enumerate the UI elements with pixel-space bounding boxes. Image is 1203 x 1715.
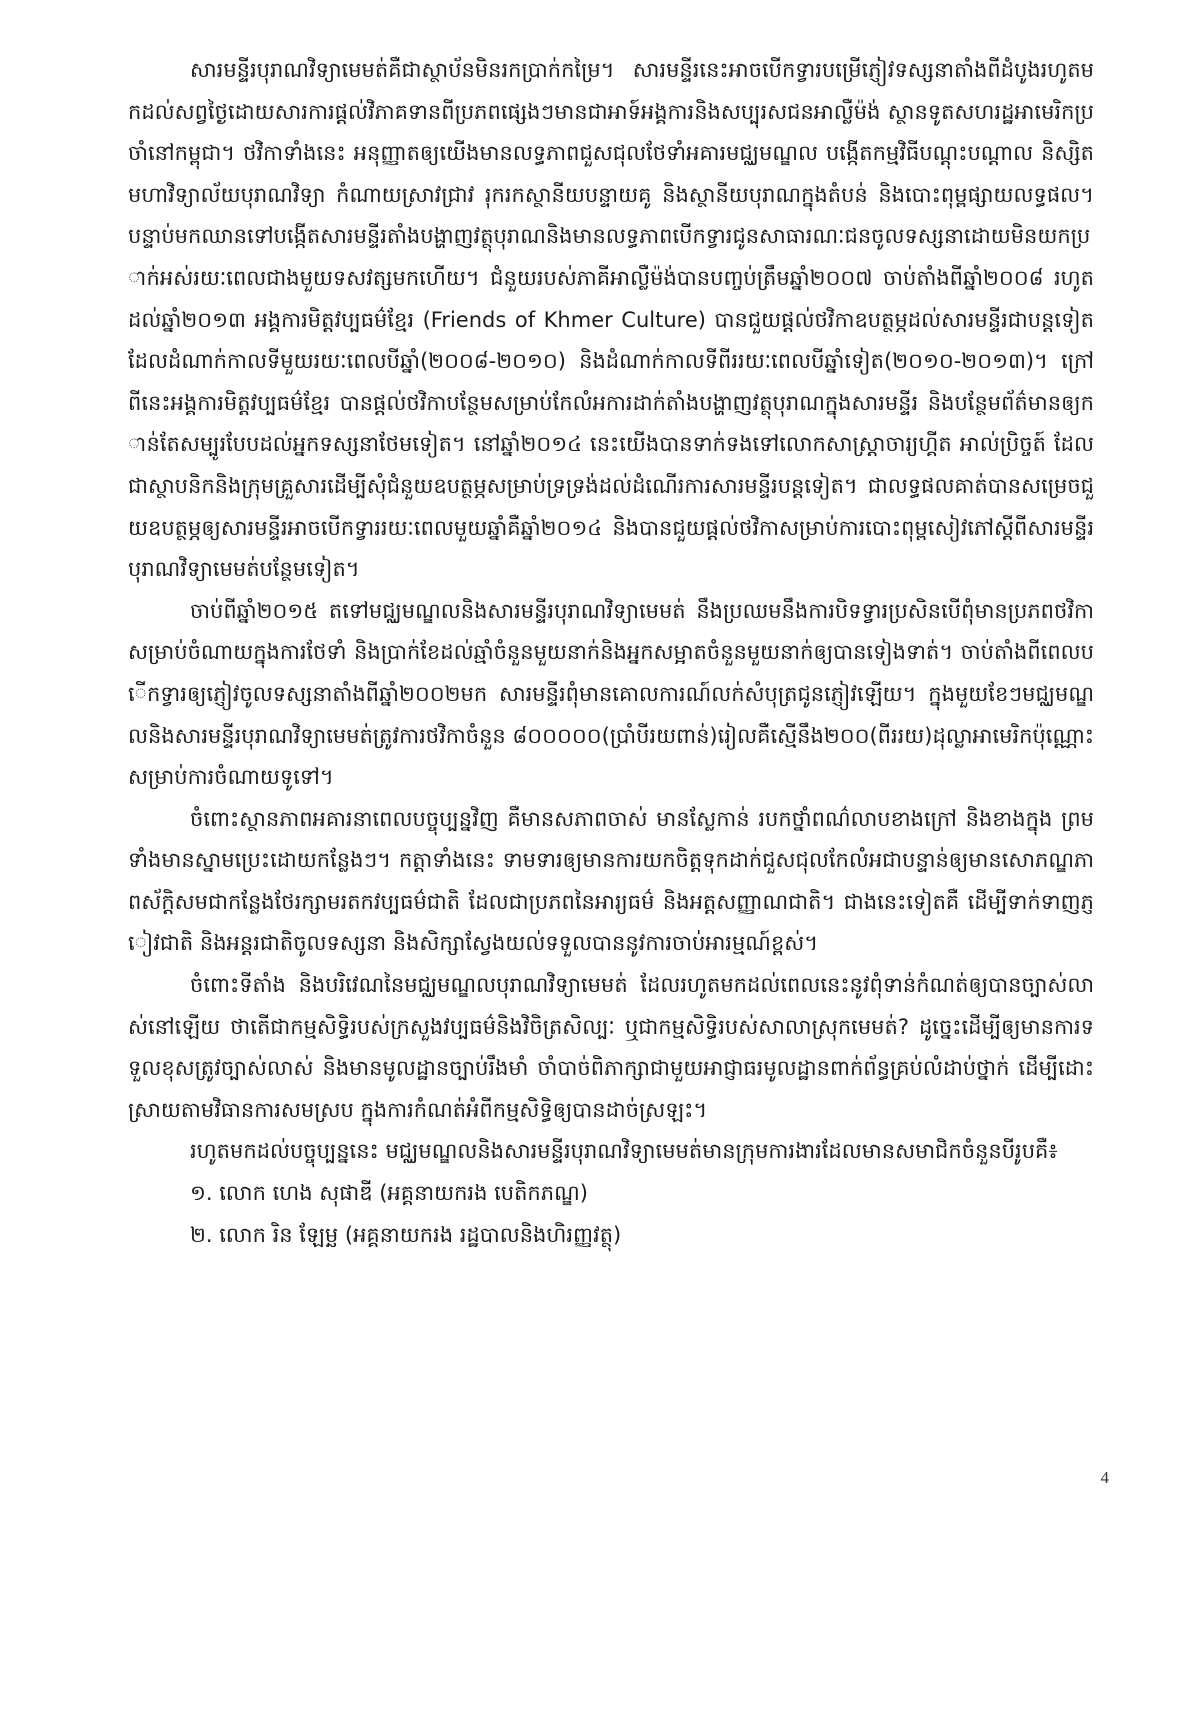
paragraph-building-condition: ចំពោះស្ថានភាពអគារនាពេលបច្ចុប្បន្នវិញ គឺមានសភាពចាស់ មានស្លែកាន់ របកថ្នាំពណ៌លាបខាងក្រៅ និងខាងក្នុង ព្រមទាំងមានស្នាមប្រេះដោយកន្លែងៗ។ កត្តាទាំងនេះ ទាមទារឲ្យមានការយកចិត្តទុកដាក់ជួសជុលកែលំអជាបន្ទាន់ឲ្យមានសោភណ្ឌភាពស័ក្តិសមជាកន្លែងថែរក្សាមរតកវប្បធម៌ជាតិ ដែលជាប្រភពនៃអារ្យធម៌ និងអត្តសញ្ញាណជាតិ។ ជាងនេះទៀតគឺ ដើម្បីទាក់ទាញភ្ញៀវជាតិ និងអន្តរជាតិចូលទស្សនា និងសិក្សាស្វែងយល់ទទួលបាននូវការចាប់អារម្មណ៍ខ្ពស់។: [128, 806, 1094, 956]
paragraph-land-ownership: ចំពោះទីតាំង និងបរិវេណនៃមជ្ឈមណ្ឌលបុរាណវិទ្យាមេមត់ ដែលរហូតមកដល់ពេលនេះនូវពុំទាន់កំណត់ឲ្យបានច្បាស់លាស់នៅឡើយ ថាតើជាកម្មសិទ្ធិរបស់ក្រសួងវប្បធម៌និងវិចិត្រសិល្បៈ ឬជាកម្មសិទ្ធិរបស់សាលាស្រុកមេមត់? ដូច្នេះដើម្បីឲ្យមានការទទួលខុសត្រូវច្បាស់លាស់ និងមានមូលដ្ឋានច្បាប់រឹងមាំ ចាំបាច់ពិភាក្សាជាមួយអាជ្ញាធរមូលដ្ឋានពាក់ព័ន្ធគ្រប់លំដាប់ថ្នាក់ ដើម្បីដោះស្រាយតាមវិធានការសមស្រប ក្នុងការកំណត់អំពីកម្មសិទ្ធិឲ្យបានដាច់ស្រឡះ។: [128, 973, 1094, 1122]
staff-list-item: ១. លោក ហេង សុផាឌី (អគ្គនាយករង បេតិកភណ្ឌ): [190, 1181, 588, 1206]
page-number: 4: [1100, 1468, 1109, 1487]
staff-list-item: ២. លោក រិន ឡែម្ឆ (អគ្គនាយករង រដ្ឋបាលនិងហិរញ្ញវត្ថុ): [190, 1222, 622, 1247]
document-body: [128, 50, 1094, 1256]
paragraph-closure-risk: ចាប់ពីឆ្នាំ២០១៥ តទៅមជ្ឈមណ្ឌលនិងសារមន្ទីរបុរាណវិទ្យាមេមត់ នឹងប្រឈមនឹងការបិទទ្វារប្រសិនបើពុំមានប្រភពថវិកាសម្រាប់ចំណាយក្នុងការថែទាំ និងប្រាក់ខែដល់ឆ្មាំចំនួនមួយនាក់និងអ្នកសម្អាតចំនួនមួយនាក់ឲ្យបានទៀងទាត់។ ចាប់តាំងពីពេលបើកទ្វារឲ្យភ្ញៀវចូលទស្សនាតាំងពីឆ្នាំ២០០២មក សារមន្ទីរពុំមានគោលការណ៍លក់សំបុត្រជូនភ្ញៀវឡើយ។ ក្នុងមួយខែៗមជ្ឈមណ្ឌលនិងសារមន្ទីរបុរាណវិទ្យាមេមត់ត្រូវការថវិកាចំនួន ៨០០០០០(ប្រាំបីរយពាន់)រៀលគឺស្មើនឹង២០០(ពីររយ)ដុល្លាអាមេរិកប៉ុណ្ណោះសម្រាប់ការចំណាយទូទៅ។: [128, 598, 1094, 790]
paragraph-team-intro: រហូតមកដល់បច្ចុប្បន្ននេះ មជ្ឈមណ្ឌលនិងសារមន្ទីរបុរាណវិទ្យាមេមត់មានក្រុមការងារដែលមានសមាជិកចំនួនបីរូបគឺ៖: [190, 1139, 1058, 1164]
staff-list: [128, 1173, 1094, 1256]
paragraph-funding-history: សារមន្ទីរបុរាណវិទ្យាមេមត់គឺជាស្ថាប័នមិនរកប្រាក់កម្រៃ។ សារមន្ទីរនេះអាចបើកទ្វារបម្រើភ្ញៀវទស្សនាតាំងពីដំបូងរហូតមកដល់សព្វថ្ងៃដោយសារការផ្តល់វិភាគទានពីប្រភពផ្សេងៗមានជាអាទ៍អង្គការនិងសប្បុរសជនអាល្លឺម៉ង់ ស្ថានទូតសហរដ្ឋអាមេរិកប្រចាំនៅកម្ពុជា។ ថវិកាទាំងនេះ អនុញ្ញាតឲ្យយើងមានលទ្ធភាពជួសជុលថែទាំអគារមជ្ឈមណ្ឌល បង្កើតកម្មវិធីបណ្តុះបណ្តាល និស្សិតមហាវិទ្យាល័យបុរាណវិទ្យា កំណាយស្រាវជ្រាវ រុករកស្ថានីយបន្ទាយគូ និងស្ថានីយបុរាណក្នុងតំបន់ និងបោះពុម្ពផ្សាយលទ្ធផល។ បន្ទាប់មកឈានទៅបង្កើតសារមន្ទីរតាំងបង្ហាញវត្ថុបុរាណនិងមានលទ្ធភាពបើកទ្វារជូនសាធារណៈជនចូលទស្សនាដោយមិនយកប្រាក់អស់រយៈពេលជាងមួយទសវត្សមកហើយ។ ជំនួយរបស់ភាគីអាល្លឺម៉ង់បានបញ្ចប់ត្រឹមឆ្នាំ២០០៧ ចាប់តាំងពីឆ្នាំ២០០៨ រហូតដល់ឆ្នាំ២០១៣ អង្គការមិត្តវប្បធម៌ខ្មែរ (Friends of Khmer Culture) បានជួយផ្តល់ថវិកាឧបត្ថម្ភដល់សារមន្ទីរជាបន្តទៀត ដែលដំណាក់កាលទីមួយរយៈពេលបីឆ្នាំ(២០០៨-២០១០) និងដំណាក់កាលទីពីររយៈពេលបីឆ្នាំទៀត(២០១០-២០១៣)។ ក្រៅពីនេះអង្គការមិត្តវប្បធម៌ខ្មែរ បានផ្តល់ថវិកាបន្ថែមសម្រាប់កែលំអការដាក់តាំងបង្ហាញវត្ថុបុរាណក្នុងសារមន្ទីរ និងបន្ថែមព័ត៌មានឲ្យកាន់តែសម្បូរបែបដល់អ្នកទស្សនាថែមទៀត។ នៅឆ្នាំ២០១៤ នេះយើងបានទាក់ទងទៅលោកសាស្ត្រាចារ្យហ្គីត អាល់ប្រិច្ចត៍ ដែលជាស្ថាបនិកនិងក្រុមគ្រួសារដើម្បីសុំជំនួយឧបត្ថម្ភសម្រាប់ទ្រទ្រង់ដល់ដំណើរការសារមន្ទីរបន្តទៀត។ ជាលទ្ធផលគាត់បានសម្រេចជួយឧបត្ថម្ភឲ្យសារមន្ទីរអាចបើកទ្វាររយៈពេលមួយឆ្នាំគឺឆ្នាំ២០១៤ និងបានជួយផ្តល់ថវិកាសម្រាប់ការបោះពុម្ពសៀវភៅស្តីពីសារមន្ទីរបុរាណវិទ្យាមេមត់បន្ថែមទៀត។: [128, 58, 1094, 582]
